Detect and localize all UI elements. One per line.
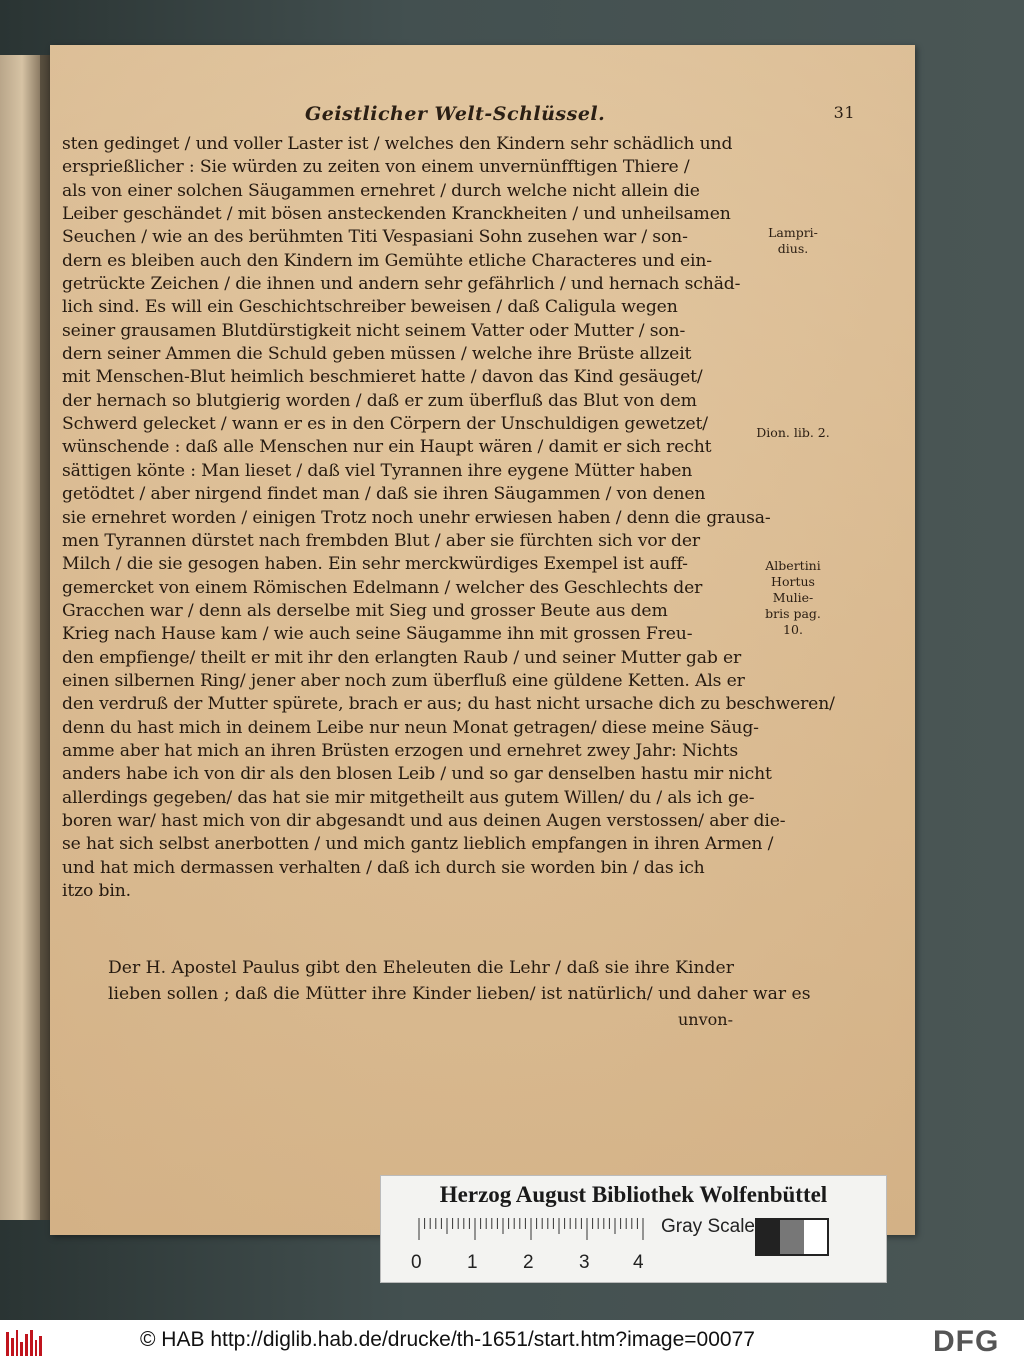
text-line: se hat sich selbst anerbotten / und mich gantz lieblich empfangen in ihren Armen / [62,834,774,855]
swatch-white [804,1220,827,1254]
marginal-note-albertini [753,558,833,638]
text-line: lich sind. Es will ein Geschichtschreiber beweisen / daß Caligula wegen [62,297,678,318]
text-line: denn du hast mich in deinem Leibe nur neun Monat getragen/ diese meine Säug- [62,717,759,738]
text-line: der hernach so blutgierig worden / daß er zum überfluß das Blut von dem [62,390,697,411]
marginal-note-lampridius [753,225,833,257]
text-line: sie ernehret worden / einigen Trotz noch unehr erwiesen haben / denn die grausa- [62,507,771,528]
text-line: men Tyrannen dürstet nach frembden Blut / aber sie fürchten sich vor der [62,530,700,551]
text-line: gemercket von einem Römischen Edelmann / welcher des Geschlechts der [62,577,703,598]
text-line: als von einer solchen Säugammen ernehret / durch welche nicht allein die [62,180,700,201]
text-line: sten gedinget / und voller Laster ist / welches den Kindern sehr schädlich und [62,134,733,154]
catchword: unvon- [678,1010,733,1029]
text-line: getrückte Zeichen / die ihnen und andern sehr gefährlich / und hernach schäd- [62,274,741,295]
swatch-gray [780,1220,803,1254]
running-head-title: Geistlicher Welt-Schlüssel. [305,103,606,125]
text-line: Schwerd gelecket / wann er es in den Cörpern der Unschuldigen gewetzet/ [62,414,708,435]
library-name: Herzog August Bibliothek Wolfenbüttel [439,1182,828,1207]
footer-bar [0,1320,1024,1365]
grayscale-label: Gray Scale [661,1216,755,1237]
text-line: boren war/ hast mich von dir abgesandt und aus deinen Augen verstossen/ aber die- [62,810,786,831]
ruler-number: 1 [467,1252,478,1273]
hab-logo-icon [6,1328,42,1356]
text-line: getödtet / aber nirgend findet man / daß sie ihren Säugammen / von denen [62,484,706,505]
swatch-black [757,1220,780,1254]
footer-copyright-link[interactable]: © HAB http://diglib.hab.de/drucke/th-1651/start.htm?image=00077 [140,1328,755,1351]
marginal-note-line: 10. [783,622,803,637]
ruler-number: 4 [633,1252,644,1273]
text-line: itzo bin. [62,881,131,901]
text-line: einen silbernen Ring/ jener aber noch zum überfluß eine güldene Ketten. Als er [62,670,745,691]
grayscale-swatch [755,1218,829,1256]
paragraph-line: Der H. Apostel Paulus gibt den Eheleuten die Lehr / daß sie ihre Kinder [108,958,734,978]
text-line: sättigen könte : Man lieset / daß viel Tyrannen ihre eygene Mütter haben [62,460,693,481]
library-color-chart [380,1175,887,1283]
paragraph-line: lieben sollen ; daß die Mütter ihre Kinder lieben/ ist natürlich/ und daher war es [108,984,811,1004]
dfg-logo: DFG [933,1325,1000,1358]
ruler-numbers [411,1252,671,1274]
marginal-note-line: Mulie- [772,590,814,605]
text-line: Milch / die sie gesogen haben. Ein sehr merckwürdiges Exempel ist auff- [62,554,688,575]
text-line: amme aber hat mich an ihren Brüsten erzogen und ernehret zwey Jahr: Nichts [62,740,739,761]
text-line: dern seiner Ammen die Schuld geben müssen / welche ihre Brüste allzeit [62,344,692,365]
text-line: Leiber geschändet / mit bösen ansteckenden Kranckheiten / und unheilsamen [62,204,731,225]
marginal-note-dion [753,425,833,441]
text-line: den verdruß der Mutter spürete, brach er aus; du hast nicht ursache dich zu beschweren/ [62,694,835,715]
marginal-note-line: Albertini [765,558,821,573]
ruler-number: 2 [523,1252,534,1273]
ruler-number: 0 [411,1252,422,1273]
book-page [50,45,915,1235]
facing-page-edge [0,55,40,1220]
second-paragraph [108,955,811,1007]
text-line: den empfienge/ theilt er mit ihr den erlangten Raub / und seiner Mutter gab er [62,647,742,668]
text-line: seiner grausamen Blutdürstigkeit nicht seinem Vatter oder Mutter / son- [62,320,686,341]
ruler-number: 3 [579,1252,590,1273]
marginal-note-text: Dion. lib. 2. [756,425,830,440]
text-line: mit Menschen-Blut heimlich beschmieret hatte / davon das Kind gesäuget/ [62,367,703,388]
marginal-note-text: Lampri-dius. [768,225,818,256]
text-line: ersprießlicher : Sie würden zu zeiten von einem unvernünfftigen Thiere / [62,157,690,178]
marginal-note-line: bris pag. [765,606,821,621]
text-line: und hat mich dermassen verhalten / daß ich durch sie worden bin / das ich [62,857,705,878]
text-line: Gracchen war / denn als derselbe mit Sieg und grosser Beute aus dem [62,600,668,621]
text-line: anders habe ich von dir als den blosen Leib / und so gar denselben hastu mir nicht [62,764,772,785]
text-line: wünschende : daß alle Menschen nur ein Haupt wären / damit er sich recht [62,437,712,458]
measurement-ruler [417,1218,647,1240]
text-line: Krieg nach Hause kam / wie auch seine Säugamme ihn mit grossen Freu- [62,624,693,645]
page-number: 31 [833,103,855,122]
marginal-note-line: Hortus [771,574,815,589]
text-line: allerdings gegeben/ das hat sie mir mitgetheilt aus gutem Willen/ du / als ich ge- [62,787,755,808]
text-line: dern es bleiben auch den Kindern im Gemühte etliche Characteres und ein- [62,250,712,271]
text-line: Seuchen / wie an des berühmten Titi Vespasiani Sohn zusehen war / son- [62,227,688,248]
